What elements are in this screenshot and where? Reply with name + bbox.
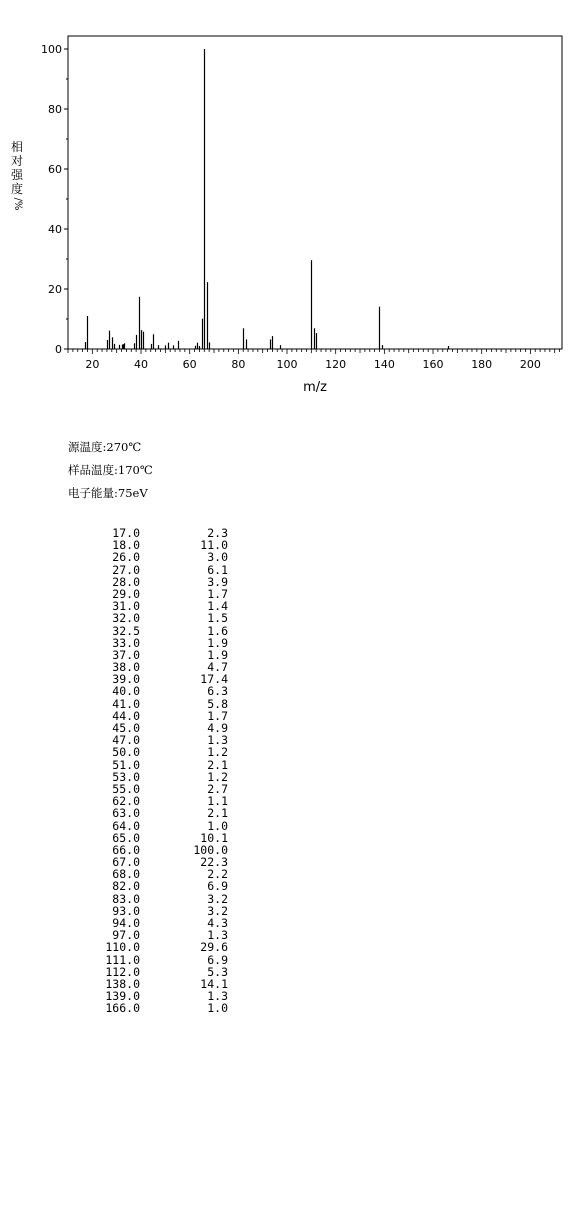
peak-row xyxy=(68,868,228,880)
peak-intensity: 1.0 xyxy=(207,1001,228,1016)
peak-row xyxy=(68,551,228,563)
peak-intensity: 1.0 xyxy=(207,818,228,833)
peak-row xyxy=(68,625,228,637)
peak-mz: 138.0 xyxy=(105,976,140,991)
y-tick-label: 60 xyxy=(48,163,62,176)
peak-row xyxy=(68,698,228,710)
peak-mz: 112.0 xyxy=(105,964,140,979)
peak-row xyxy=(68,807,228,819)
peak-intensity: 4.3 xyxy=(207,916,228,930)
peak-mz: 53.0 xyxy=(112,769,140,784)
peak-mz: 67.0 xyxy=(112,855,140,870)
peak-intensity: 17.4 xyxy=(200,672,228,687)
y-tick-label: 40 xyxy=(48,223,62,236)
x-axis-label: m/z xyxy=(303,380,327,395)
peak-intensity: 2.7 xyxy=(207,781,228,796)
peak-mz: 66.0 xyxy=(112,842,140,857)
y-tick-label: 100 xyxy=(41,43,62,56)
peak-intensity: 1.7 xyxy=(207,708,228,723)
peak-row xyxy=(68,746,228,758)
peak-mz: 110.0 xyxy=(105,940,140,955)
peak-mz: 45.0 xyxy=(112,721,140,735)
peak-row xyxy=(68,576,228,588)
peak-intensity: 5.8 xyxy=(207,696,228,711)
source-temperature: 源温度:270℃ xyxy=(68,440,142,454)
peak-intensity: 1.5 xyxy=(207,611,228,626)
peak-intensity: 1.6 xyxy=(207,623,228,638)
peak-intensity: 100.0 xyxy=(193,842,228,857)
peak-row xyxy=(68,734,228,746)
peak-mz: 63.0 xyxy=(112,806,140,821)
peak-mz: 37.0 xyxy=(112,647,140,662)
peak-row xyxy=(68,917,228,929)
peak-mz: 32.0 xyxy=(112,611,140,626)
peak-row xyxy=(68,564,228,576)
peak-intensity: 10.1 xyxy=(200,830,228,845)
peak-mz: 94.0 xyxy=(112,916,140,930)
peak-row xyxy=(68,600,228,612)
peak-intensity: 3.0 xyxy=(207,550,228,565)
peak-row xyxy=(68,588,228,600)
peak-intensity: 11.0 xyxy=(200,538,228,553)
peak-mz: 50.0 xyxy=(112,745,140,760)
peak-mz: 97.0 xyxy=(112,928,140,943)
peak-mz: 29.0 xyxy=(112,586,140,601)
peak-intensity: 1.3 xyxy=(207,989,228,1004)
peak-row xyxy=(68,637,228,649)
peak-intensity: 1.7 xyxy=(207,586,228,601)
peak-intensity: 1.9 xyxy=(207,635,228,650)
peak-row xyxy=(68,978,228,990)
x-tick-label: 140 xyxy=(373,358,395,371)
peak-mz: 139.0 xyxy=(105,989,140,1004)
y-tick-label: 20 xyxy=(48,283,62,296)
peak-mz: 31.0 xyxy=(112,599,140,614)
peak-mz: 28.0 xyxy=(112,574,140,589)
peak-intensity: 29.6 xyxy=(200,940,228,955)
peak-mz: 83.0 xyxy=(112,891,140,906)
y-axis-label-char: 度 xyxy=(10,182,23,196)
peak-table xyxy=(68,527,228,1015)
peak-mz: 55.0 xyxy=(112,781,140,796)
x-tick-label: 20 xyxy=(85,358,100,371)
peak-mz: 64.0 xyxy=(112,818,140,833)
peak-mz: 93.0 xyxy=(112,903,140,918)
peak-row xyxy=(68,941,228,953)
peak-row xyxy=(68,990,228,1002)
peak-mz: 32.5 xyxy=(112,623,140,638)
peak-mz: 166.0 xyxy=(105,1001,140,1016)
peak-mz: 18.0 xyxy=(112,538,140,553)
peak-mz: 68.0 xyxy=(112,867,140,882)
y-axis-label-unit: /% xyxy=(12,197,23,211)
peak-intensity: 14.1 xyxy=(200,976,228,991)
peak-mz: 40.0 xyxy=(112,684,140,699)
plot-frame xyxy=(68,36,562,349)
x-tick-label: 200 xyxy=(519,358,541,371)
peak-row xyxy=(68,710,228,722)
x-tick-label: 40 xyxy=(134,358,149,371)
peak-row xyxy=(68,880,228,892)
peak-intensity: 1.1 xyxy=(207,794,228,809)
peak-intensity: 6.1 xyxy=(207,562,228,577)
peak-mz: 41.0 xyxy=(112,696,140,711)
peak-intensity: 6.9 xyxy=(207,879,228,894)
peak-intensity: 2.3 xyxy=(207,526,228,540)
y-axis-label-char: 相 xyxy=(10,140,23,154)
peak-intensity: 3.9 xyxy=(207,574,228,589)
peak-intensity: 1.9 xyxy=(207,647,228,662)
y-tick-label: 0 xyxy=(55,343,62,356)
peak-row xyxy=(68,795,228,807)
mass-spectrum-chart xyxy=(0,0,570,400)
peak-row xyxy=(68,905,228,917)
peak-row xyxy=(68,893,228,905)
x-tick-label: 180 xyxy=(471,358,493,371)
peak-intensity: 1.3 xyxy=(207,928,228,943)
peak-row xyxy=(68,783,228,795)
peak-row xyxy=(68,685,228,697)
peak-intensity: 6.3 xyxy=(207,684,228,699)
peak-mz: 17.0 xyxy=(112,526,140,540)
experiment-conditions xyxy=(68,436,153,505)
peak-intensity: 2.1 xyxy=(207,757,228,772)
peak-mz: 82.0 xyxy=(112,879,140,894)
peak-intensity: 22.3 xyxy=(200,855,228,870)
peak-row xyxy=(68,954,228,966)
peak-mz: 51.0 xyxy=(112,757,140,772)
peak-intensity: 3.2 xyxy=(207,891,228,906)
peak-intensity: 3.2 xyxy=(207,903,228,918)
peak-mz: 62.0 xyxy=(112,794,140,809)
peak-intensity: 1.2 xyxy=(207,769,228,784)
peak-row xyxy=(68,722,228,734)
peak-intensity: 6.9 xyxy=(207,952,228,967)
y-tick-label: 80 xyxy=(48,103,62,116)
peak-intensity: 4.9 xyxy=(207,721,228,735)
peak-row xyxy=(68,771,228,783)
peak-row xyxy=(68,1002,228,1014)
peak-intensity: 1.2 xyxy=(207,745,228,760)
peak-intensity: 2.2 xyxy=(207,867,228,882)
peak-mz: 111.0 xyxy=(105,952,140,967)
peak-row xyxy=(68,673,228,685)
peak-intensity: 2.1 xyxy=(207,806,228,821)
peak-intensity: 1.4 xyxy=(207,599,228,614)
peak-row xyxy=(68,856,228,868)
y-axis-label xyxy=(10,140,24,211)
peak-mz: 38.0 xyxy=(112,660,140,675)
peak-row xyxy=(68,649,228,661)
peak-mz: 26.0 xyxy=(112,550,140,565)
sample-temperature: 样品温度:170℃ xyxy=(68,463,153,477)
electron-energy: 电子能量:75eV xyxy=(68,486,148,500)
y-axis-label-char: 强 xyxy=(10,168,23,182)
peak-mz: 47.0 xyxy=(112,733,140,748)
peak-mz: 44.0 xyxy=(112,708,140,723)
peak-row xyxy=(68,612,228,624)
peak-intensity: 4.7 xyxy=(207,660,228,675)
x-tick-label: 160 xyxy=(422,358,444,371)
peak-intensity: 1.3 xyxy=(207,733,228,748)
peak-mz: 39.0 xyxy=(112,672,140,687)
peak-row xyxy=(68,539,228,551)
x-tick-label: 100 xyxy=(276,358,298,371)
peak-row xyxy=(68,759,228,771)
peak-row xyxy=(68,820,228,832)
x-tick-label: 120 xyxy=(325,358,347,371)
peak-mz: 27.0 xyxy=(112,562,140,577)
peak-intensity: 5.3 xyxy=(207,964,228,979)
x-tick-label: 80 xyxy=(231,358,246,371)
x-tick-label: 60 xyxy=(182,358,197,371)
peak-mz: 33.0 xyxy=(112,635,140,650)
peak-mz: 65.0 xyxy=(112,830,140,845)
y-axis-label-char: 对 xyxy=(10,154,23,168)
